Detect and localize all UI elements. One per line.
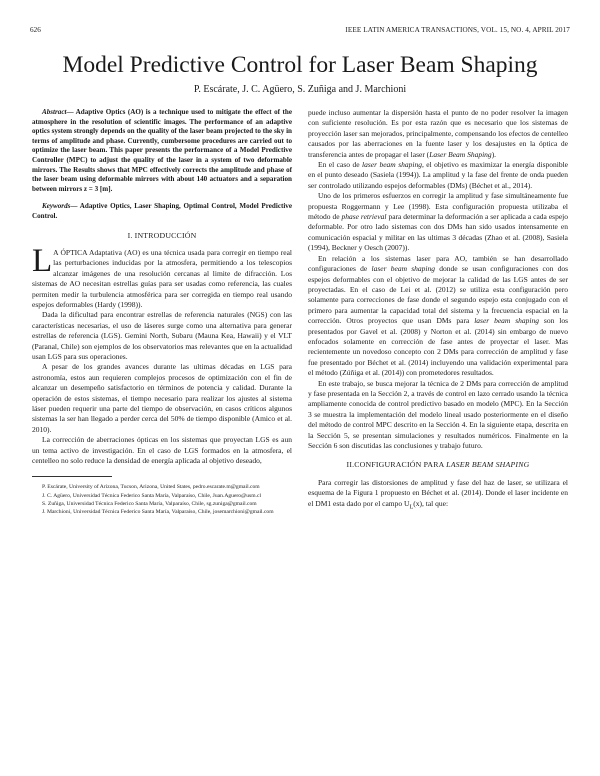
- body-text: En el caso de: [318, 160, 363, 170]
- abstract-text: — Adaptive Optics (AO) is a technique used to mitigate the effect of the atmosphere in the resolution of scientific images. The performance of an adaptive optics system strongly depends on the quality of the laser beam projected to the sky in terms of amplitude and phase. Currently, cumbersome procedures are carried out to optimize the laser beam. This paper presents the performance of a Model Predictive Controller (MPC) to adjust the quality of the laser in a system of two deformable mirrors. The Results shows that MPC effectively corrects the amplitude and phase of the laser beam using deformable mirrors with about 140 actuators and a separation between mirrors z = 3 [m].: [32, 108, 292, 193]
- footnote-escarate: P. Escárate, University of Arizona, Tucson, Arizona, United States, pedro.escarate.m@gmail.com: [42, 484, 260, 491]
- right-column: [308, 108, 568, 513]
- body-text: En relación a los sistemas laser para AO, también se han desarrollado configuraciones de: [308, 253, 568, 274]
- body-paragraph-5: En este trabajo, se busca mejorar la técnica de 2 DMs para corrección de amplitud y fase presentada en la Sección 2, a través de control en lazo cerrado usando la técnica ampliamente conocida de control predictivo basado en modelo (MPC). En la Sección 3 se muestra la implementación del modelo lineal usado posteriormente en el diseño del método de control MPC descrito en la Sección 4. En la siguiente etapa, descrita en la Sección 5, se presentan simulaciones y resultados numéricos. Finalmente en la Sección 6 son discutidas las conclusiones y trabajo futuro.: [308, 378, 568, 450]
- body-paragraph-1: [308, 108, 568, 160]
- body-text: Uno de los primeros esfuerzos en corregir la amplitud y fase simultáneamente fue propuesta Roggermann y Lee (1998). Esta configuración propuesta utilizaba el método de: [308, 191, 568, 222]
- section-heading-introduction: I. INTRODUCCIÓN: [127, 230, 197, 240]
- footnote-marchioni: J. Marchioni, Universidad Técnica Federico Santa María, Valparaíso, Chile, josemarchioni@gmail.com: [42, 508, 274, 515]
- body-text: donde se usan configuraciones con dos espejos deformables con el objetivo de mejorar la calidad de las LGS antes de ser proyectadas. En el caso de Lei et al. (2012) se utiliza esta configuración pero solamente para correcciones de fase donde el segundo espejo esta conjugado con el primero para aumentar la capacidad total del sistema y la frecuencia espacial en la corrección. Otros proyectos que usan DMs para: [308, 264, 569, 326]
- intro-paragraph-1: [32, 242, 292, 310]
- drop-cap: L: [32, 242, 53, 279]
- italic-term: laser beam shaping: [371, 264, 436, 274]
- footnote-rule: [32, 476, 112, 477]
- paper-title: Model Predictive Control for Laser Beam Shaping: [62, 52, 538, 78]
- italic-term: laser beam shaping: [362, 160, 422, 170]
- body-paragraph-6: [308, 478, 568, 513]
- italic-term: Laser Beam Shaping: [429, 149, 492, 159]
- footnotes: [32, 483, 292, 515]
- intro-paragraph-1-text: A ÓPTICA Adaptativa (AO) es una técnica usada para corregir en tiempo real las perturbaciones inducidas por la atmosfera, permitiendo a los telescopios alcanzar imágenes de una resolución cercanas al limite de difracción. Los sistemas de AO necesitan estrellas guías para ser usadas como referencia, las cuales permiten medir la turbulencia atmosférica para ser corregida en tiempo real usando espejos deformables (Hardy (1998)).: [32, 247, 292, 309]
- body-text: puede incluso aumentar la dispersión hasta el punto de no poder resolver la imagen con suficiente resolución. Es por esta razón que es necesario que los sistemas de proyección laser san mejorados, principalmente, compensando los efectos de centelleo causados por las aberraciones en la fuente laser y los desajustes en la óptica de transferencia antes de propagar el laser (: [308, 108, 568, 159]
- body-text: ).: [491, 149, 497, 159]
- body-text: son los presentados por Gavel et al. (2008) y Norton et al. (2014) sin embargo de nuevo enfocados solamente en corrección de fase antes de proyectar el laser. Mas recientemente un novedoso concepto con 2 DMs para corrección de amplitud y fase fue presentado por Béchet et al. (2014) incluyendo una validación experimental para el método (Zúñiga et al. (2014)) con prometedores resultados.: [308, 316, 569, 378]
- body-text: (x), tal que:: [413, 498, 449, 508]
- keywords: [32, 202, 292, 221]
- footnote-zuniga: S. Zuñiga, Universidad Técnica Federico Santa María, Valparaíso, Chile, sg.zuniga@gmail.com: [42, 500, 257, 507]
- italic-term: laser beam shaping: [474, 316, 540, 326]
- page-number: 626: [30, 26, 41, 34]
- intro-paragraph-2: Dada la dificultad para encontrar estrellas de referencia naturales (NGS) con las características necesarias, el uso de láseres surge como una alternativa para generar estrellas de referencia (LGS). Gemini North, Subaru (Mauna Kea, Hawaii) y el VLT (Paranal, Chile) son ejemplos de los observatorios mas relevantes que en la actualidad usan LGS para sus operaciones.: [32, 310, 292, 361]
- section-heading-prefix: II.CONFIGURACIÓN PARA: [346, 460, 447, 470]
- body-paragraph-4: [308, 254, 568, 379]
- page-header: [30, 26, 570, 38]
- left-column: [32, 108, 292, 516]
- author-list: P. Escárate, J. C. Agüero, S. Zuñiga and J. Marchioni: [193, 84, 407, 95]
- keywords-label: Keywords: [42, 202, 71, 211]
- journal-name: IEEE LATIN AMERICA TRANSACTIONS, VOL. 15, NO. 4, APRIL 2017: [345, 26, 570, 34]
- section-heading-configuration: [308, 460, 568, 470]
- section-heading-italic: LASER BEAM SHAPING: [446, 460, 530, 470]
- footnote-aguero: J. C. Agüero, Universidad Técnica Federico Santa María, Valparaíso, Chile, Juan.Aguero@usm.cl: [42, 492, 262, 499]
- body-paragraph-2: [308, 160, 568, 191]
- body-text: Para corregir las distorsiones de amplitud y fase del haz de laser, se utilizara el esquema de la Figura 1 propuesto en Béchet et al. (2014). Donde el laser incidente en el DM1 esta dado por el campo U: [308, 477, 568, 508]
- intro-paragraph-3: A pesar de los grandes avances durante las ultimas décadas en LGS para astronomía, estos aun requieren complejos procesos de optimización con el fin de alcanzar un desempeño satisfactorio en términos de potencia y calidad. Durante la operación de estos sistemas, el tiempo necesario para realizar los ajustes al sistema láser pueden requerir una parte del tiempo de observación, en casos críticos algunos sistemas la ser han llegado a perder cerca del 50% de tiempo disponible (Amico et al. 2010).: [32, 362, 292, 434]
- keywords-text: — Adaptive Optics, Laser Shaping, Optimal Control, Model Predictive Control.: [32, 202, 292, 220]
- abstract: [32, 108, 292, 194]
- subscript: L: [409, 503, 414, 511]
- abstract-label: Abstract: [42, 108, 67, 116]
- body-text: , el objetivo es maximizar la energía disponible en el punto deseado (Sasiela (1994)). La amplitud y la fase del frente de onda pueden ser controlado utilizando espejos deformables (DMs) (Béchet et al., 2014).: [308, 160, 568, 190]
- intro-paragraph-4: La corrección de aberraciones ópticas en los sistemas que proyectan LGS es aun un tema activo de investigación. En el caso de LGS formados en la atmosfera, el centelleo no solo reduce la densidad de energía aplicada al objetivo deseado,: [32, 435, 292, 466]
- body-paragraph-3: [308, 191, 568, 253]
- body-text: para determinar la deformación a ser aplicada a cada espejo deformable. Por otro lado sistemas con dos DMs han sido usados intensamente en comunicación espacial y militar en las ultimas 3 décadas (Zhao et al. (2008), Sasiela (1994), Beckner y Oesch (2007)).: [308, 212, 568, 253]
- italic-term: phase retrieval: [341, 212, 387, 222]
